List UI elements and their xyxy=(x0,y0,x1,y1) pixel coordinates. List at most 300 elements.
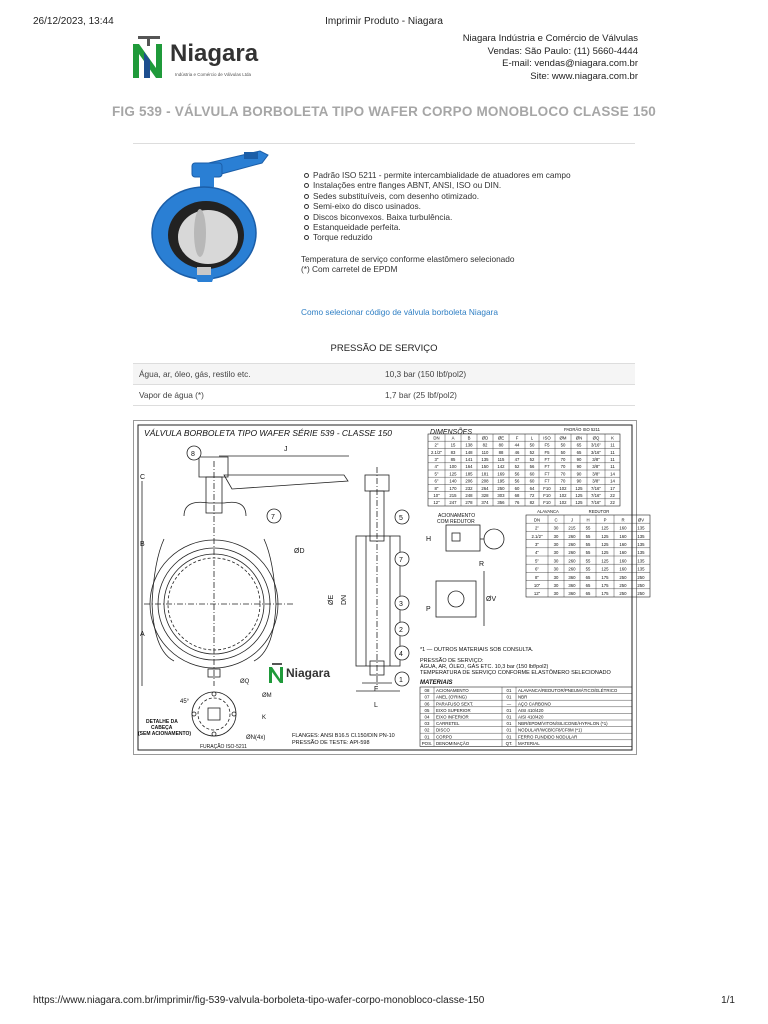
logo-wordmark: Niagara xyxy=(170,40,259,67)
svg-text:*1 — OUTROS MATERIAIS SOB CONS: *1 — OUTROS MATERIAIS SOB CONSULTA. xyxy=(420,647,534,653)
table-cell: F10 xyxy=(543,493,551,498)
table-cell: 181 xyxy=(481,471,489,477)
svg-text:8: 8 xyxy=(191,451,195,458)
print-datetime: 26/12/2023, 13:44 xyxy=(33,16,114,27)
table-cell: 142 xyxy=(497,464,505,470)
table-cell: 03 xyxy=(424,721,430,727)
svg-text:PRESSÃO DE SERVIÇO:: PRESSÃO DE SERVIÇO: xyxy=(420,658,484,664)
table-cell: F5 xyxy=(544,449,550,455)
feature-item: Torque reduzido xyxy=(313,232,571,242)
table-cell: 125 xyxy=(575,493,583,498)
table-cell: 82 xyxy=(529,500,535,506)
table-cell: 164 xyxy=(465,464,473,470)
table-cell: 05 xyxy=(424,707,430,713)
svg-text:L: L xyxy=(374,702,378,709)
table-cell: 08 xyxy=(424,688,430,694)
feature-item: Padrão ISO 5211 - permite intercambialidade de atuadores em campo xyxy=(313,170,571,180)
table-cell: 303 xyxy=(497,493,505,498)
svg-text:ØN(4x): ØN(4x) xyxy=(246,735,266,741)
table-cell: 260 xyxy=(568,533,576,539)
table-header: ISO xyxy=(543,435,551,441)
table-cell: 175 xyxy=(601,591,609,597)
table-header: ØQ xyxy=(592,435,600,441)
svg-text:5: 5 xyxy=(399,515,403,522)
table-cell: 125 xyxy=(601,525,609,531)
table-cell: 55 xyxy=(585,525,591,531)
table-cell: 125 xyxy=(601,566,609,572)
pressure-value: 10,3 bar (150 lbf/pol2) xyxy=(379,364,635,385)
table-cell: EIXO SUPERIOR xyxy=(436,707,471,713)
table-cell: 185 xyxy=(465,471,473,477)
table-cell: CORPO xyxy=(436,734,453,740)
table-cell: 3" xyxy=(535,542,539,547)
table-cell: ANEL (O'RING) xyxy=(436,694,467,700)
table-cell: F7 xyxy=(544,464,550,470)
table-cell: 250 xyxy=(619,591,627,597)
table-cell: 160 xyxy=(619,542,627,547)
table-cell: 90 xyxy=(576,457,582,462)
table-cell: 50 xyxy=(529,442,535,448)
svg-text:MATERIAIS: MATERIAIS xyxy=(420,680,453,686)
table-cell: 102 xyxy=(559,485,567,491)
table-cell: 17 xyxy=(610,485,615,491)
pressure-fluid: Vapor de água (*) xyxy=(133,385,379,406)
table-cell: 60 xyxy=(514,485,520,491)
svg-text:Niagara: Niagara xyxy=(286,666,331,680)
table-cell: 160 xyxy=(619,566,627,572)
table-cell: ALAVANCA/REDUTOR/PNEUMÁTICO/ELÉTRICO xyxy=(518,688,618,694)
table-cell: 72 xyxy=(529,493,535,498)
table-cell: 260 xyxy=(568,550,576,556)
table-cell: 80 xyxy=(498,442,504,448)
table-cell: 46 xyxy=(514,449,520,455)
table-cell: 115 xyxy=(497,457,505,462)
table-header: L xyxy=(530,435,534,441)
svg-text:R: R xyxy=(479,561,485,568)
table-cell: 90 xyxy=(576,464,582,470)
company-sales: Vendas: São Paulo: (11) 5660-4444 xyxy=(487,45,638,57)
table-cell: 278 xyxy=(465,500,473,506)
iso-label: PADRÃO ISO 5211 xyxy=(564,427,600,432)
table-cell: 55 xyxy=(585,566,591,572)
svg-text:B: B xyxy=(140,541,145,548)
table-cell: 22 xyxy=(610,500,615,506)
svg-text:DETALHE DA: DETALHE DA xyxy=(146,719,178,725)
table-cell: F7 xyxy=(544,478,550,484)
table-cell: 102 xyxy=(559,493,567,498)
table-cell: NBR/EPDM/VITON/SILICONE/HYPALON (*1) xyxy=(518,721,608,727)
table-cell: 12" xyxy=(433,500,440,506)
table-cell: 50 xyxy=(560,449,566,455)
table-cell: 52 xyxy=(529,449,535,455)
temperature-note: Temperatura de serviço conforme elastômero selecionado xyxy=(301,254,515,264)
niagara-logo[interactable] xyxy=(130,34,270,82)
svg-text:P: P xyxy=(426,606,431,613)
table-cell: CARRETEL xyxy=(436,721,460,727)
table-cell: 55 xyxy=(585,533,591,539)
table-cell: 3/16" xyxy=(591,449,601,455)
table-cell: 248 xyxy=(465,493,473,498)
table-cell: 125 xyxy=(601,542,609,547)
table-cell: 140 xyxy=(449,478,457,484)
reducer-view xyxy=(436,525,504,626)
table-cell: 328 xyxy=(481,493,489,498)
svg-text:F: F xyxy=(374,686,379,693)
table-cell: 160 xyxy=(619,533,627,539)
table-cell: 125 xyxy=(601,550,609,556)
table-header: POS. xyxy=(421,740,433,746)
front-view xyxy=(142,456,349,686)
table-cell: 02 xyxy=(424,727,430,733)
svg-text:A: A xyxy=(140,631,145,638)
table-cell: 47 xyxy=(514,457,520,462)
table-header: DN xyxy=(533,517,541,523)
page-url: https://www.niagara.com.br/imprimir/fig-539-valvula-borboleta-tipo-wafer-corpo-monobloco-classe-150 xyxy=(33,995,485,1006)
table-header: ØN xyxy=(575,435,583,441)
svg-text:ØV: ØV xyxy=(486,596,497,603)
table-cell: 3" xyxy=(434,457,439,462)
table-cell: 14 xyxy=(610,478,615,484)
table-cell: PARAFUSO SEXT. xyxy=(436,701,474,707)
actuation-table xyxy=(526,509,650,597)
table-cell: 5" xyxy=(535,558,539,564)
table-cell: 01 xyxy=(506,688,512,694)
table-header: ØV xyxy=(637,517,645,523)
table-cell: 14 xyxy=(610,471,615,477)
table-cell: 135 xyxy=(637,533,645,539)
table-cell: 360 xyxy=(568,583,576,588)
svg-text:7: 7 xyxy=(271,514,275,521)
logo-tagline: Indústria e Comércio de Válvulas Ltda xyxy=(175,72,252,77)
table-cell: 175 xyxy=(601,583,609,588)
table-header: C xyxy=(554,517,558,523)
table-cell: 250 xyxy=(619,583,627,588)
table-cell: 30 xyxy=(553,525,559,531)
table-cell: 70 xyxy=(560,471,566,477)
svg-text:1: 1 xyxy=(399,677,403,684)
table-cell: 64 xyxy=(529,485,535,491)
svg-text:2: 2 xyxy=(399,627,403,634)
table-cell: 30 xyxy=(553,583,559,588)
table-cell: 07 xyxy=(424,694,430,700)
feature-list xyxy=(301,170,571,243)
table-cell: 125 xyxy=(575,485,583,491)
svg-text:4: 4 xyxy=(399,651,403,658)
table-cell: 135 xyxy=(637,566,645,572)
lever-group-label: ALAVANCA xyxy=(537,509,559,514)
table-cell: F10 xyxy=(543,485,551,491)
pressure-table xyxy=(133,363,635,406)
svg-text:ACIONAMENTO: ACIONAMENTO xyxy=(438,513,476,519)
table-cell: 11 xyxy=(610,464,615,470)
table-cell: 44 xyxy=(514,442,520,448)
svg-text:45°: 45° xyxy=(180,699,190,705)
table-cell: 60 xyxy=(529,478,535,484)
table-cell: 135 xyxy=(637,558,645,564)
table-cell: 01 xyxy=(506,721,512,727)
table-cell: 148 xyxy=(465,449,473,455)
table-cell: 30 xyxy=(553,566,559,572)
table-cell: 215 xyxy=(449,493,457,498)
table-cell: 11 xyxy=(610,449,615,455)
table-header: F xyxy=(515,435,519,441)
table-cell: 01 xyxy=(506,714,512,720)
table-header: DENOMINAÇÃO xyxy=(436,740,470,746)
table-header: P xyxy=(603,517,607,523)
table-header: B xyxy=(467,435,471,441)
table-cell: 195 xyxy=(497,478,505,484)
table-cell: 01 xyxy=(506,734,512,740)
table-cell: 160 xyxy=(619,550,627,556)
table-cell: 135 xyxy=(481,457,489,462)
table-cell: 135 xyxy=(637,550,645,556)
table-cell: 01 xyxy=(506,694,512,700)
table-cell: 2.1/2" xyxy=(430,449,443,455)
epdm-note: (*) Com carretel de EPDM xyxy=(301,264,398,275)
table-cell: 3/8" xyxy=(592,471,600,477)
reducer-group-label: REDUTOR xyxy=(588,509,610,514)
svg-text:DN: DN xyxy=(341,594,348,605)
table-cell: 15 xyxy=(450,442,456,448)
table-cell: 260 xyxy=(568,542,576,547)
table-cell: 65 xyxy=(576,442,582,448)
table-cell: — xyxy=(506,701,512,707)
company-name: Niagara Indústria e Comércio de Válvulas xyxy=(462,33,638,44)
table-cell: 250 xyxy=(637,583,645,588)
drawing-title: VÁLVULA BORBOLETA TIPO WAFER SÉRIE 539 - CLASSE 150 xyxy=(144,428,393,438)
table-header: H xyxy=(586,517,590,523)
table-cell: 65 xyxy=(585,583,591,588)
technical-drawing-svg xyxy=(134,421,645,754)
table-cell: 12" xyxy=(533,591,541,597)
table-header: ØE xyxy=(497,435,505,441)
dimensions-table xyxy=(428,427,620,506)
product-notes xyxy=(301,254,515,275)
svg-text:TEMPERATURA DE SERVIÇO CONFORM: TEMPERATURA DE SERVIÇO CONFORME ELASTÔMERO SELECIONADO xyxy=(420,670,611,676)
table-cell: 250 xyxy=(619,574,627,580)
table-cell: 100 xyxy=(449,464,457,470)
table-cell: 169 xyxy=(497,471,505,477)
table-cell: 3/8" xyxy=(592,478,600,484)
table-cell: 55 xyxy=(585,558,591,564)
table-cell: 30 xyxy=(553,558,559,564)
table-cell: EIXO INFERIOR xyxy=(436,714,469,720)
table-cell: NODULAR/WCB/CF8/CF8M (*1) xyxy=(518,727,582,733)
table-cell: 3/16" xyxy=(591,442,601,448)
svg-text:COM REDUTOR: COM REDUTOR xyxy=(437,519,475,525)
table-cell: 56 xyxy=(514,478,520,484)
table-cell: 10" xyxy=(533,583,541,588)
table-header: J xyxy=(570,517,574,523)
table-cell: F5 xyxy=(544,442,550,448)
table-cell: 250 xyxy=(637,591,645,597)
table-cell: 208 xyxy=(481,478,489,484)
table-cell: 141 xyxy=(465,457,473,462)
table-cell: 90 xyxy=(576,478,582,484)
table-cell: 30 xyxy=(553,574,559,580)
technical-drawing xyxy=(133,420,645,755)
code-selection-link[interactable]: Como selecionar código de válvula borboleta Niagara xyxy=(301,307,498,317)
table-cell: 56 xyxy=(529,464,535,470)
table-cell: 150 xyxy=(481,464,489,470)
table-cell: 175 xyxy=(601,574,609,580)
table-cell: DISCO xyxy=(436,727,450,733)
table-cell: 215 xyxy=(568,525,576,531)
table-cell: AÇO CARBONO xyxy=(518,701,551,707)
table-cell: 30 xyxy=(553,533,559,539)
valve-product-image xyxy=(140,147,275,282)
table-cell: 260 xyxy=(568,566,576,572)
table-cell: 356 xyxy=(497,500,505,506)
table-cell: F7 xyxy=(544,457,550,462)
company-site: Site: www.niagara.com.br xyxy=(530,70,638,82)
table-cell: 10" xyxy=(433,493,440,498)
table-cell: 110 xyxy=(481,449,489,455)
svg-text:DIMENSÕES: DIMENSÕES xyxy=(430,429,473,436)
table-cell: 65 xyxy=(585,591,591,597)
table-cell: 65 xyxy=(576,449,582,455)
table-cell: 30 xyxy=(553,542,559,547)
feature-item: Semi-eixo do disco usinados. xyxy=(313,201,571,211)
table-cell: 2.1/2" xyxy=(531,533,543,539)
table-cell: 160 xyxy=(619,525,627,531)
table-cell: 135 xyxy=(637,542,645,547)
svg-text:FURAÇÃO ISO-5211: FURAÇÃO ISO-5211 xyxy=(200,744,247,750)
table-cell: 90 xyxy=(576,471,582,477)
svg-text:FLANGES: ANSI B16.5 Cl.150/DIN: FLANGES: ANSI B16.5 Cl.150/DIN PN-10 xyxy=(292,733,395,739)
table-header: A xyxy=(451,435,455,441)
table-header: R xyxy=(621,517,625,523)
table-cell: 01 xyxy=(424,734,430,740)
table-cell: 3/8" xyxy=(592,464,600,470)
feature-item: Instalações entre flanges ABNT, ANSI, ISO ou DIN. xyxy=(313,180,571,190)
company-info xyxy=(463,33,638,83)
table-cell: 6" xyxy=(434,478,439,484)
table-cell: 8" xyxy=(434,485,439,491)
table-cell: AISI 410/420 xyxy=(518,707,544,713)
svg-text:ØE: ØE xyxy=(328,594,335,605)
side-view xyxy=(356,467,400,691)
table-cell: 247 xyxy=(449,500,457,506)
pressure-fluid: Água, ar, óleo, gás, restilo etc. xyxy=(133,364,379,385)
table-cell: 65 xyxy=(585,574,591,580)
table-cell: 04 xyxy=(424,714,430,720)
table-cell: 138 xyxy=(465,442,473,448)
table-cell: 7/16" xyxy=(591,500,601,506)
table-cell: 170 xyxy=(449,485,457,491)
table-cell: 2" xyxy=(434,442,439,448)
table-cell: 125 xyxy=(601,533,609,539)
table-cell: 4" xyxy=(535,550,539,556)
table-cell: 8" xyxy=(535,574,539,580)
materials-table xyxy=(420,687,632,746)
page-number: 1/1 xyxy=(721,995,735,1006)
pressure-heading: PRESSÃO DE SERVIÇO xyxy=(330,343,438,354)
drawing-logo-icon xyxy=(269,663,330,683)
table-cell: 52 xyxy=(514,464,520,470)
table-header: QT. xyxy=(505,740,513,746)
table-cell: 70 xyxy=(560,464,566,470)
table-cell: 82 xyxy=(482,442,488,448)
pressure-value: 1,7 bar (25 lbf/pol2) xyxy=(379,385,635,406)
table-cell: 250 xyxy=(637,574,645,580)
table-cell: 01 xyxy=(506,727,512,733)
table-cell: 206 xyxy=(465,478,473,484)
detail-head xyxy=(192,692,236,736)
table-cell: 374 xyxy=(481,500,489,506)
table-cell: 260 xyxy=(568,558,576,564)
table-header: MATERIAL xyxy=(518,740,540,746)
table-cell: 52 xyxy=(529,457,535,462)
table-row xyxy=(133,385,635,406)
table-cell: 125 xyxy=(449,471,457,477)
table-cell: 250 xyxy=(497,485,505,491)
product-title: FIG 539 - VÁLVULA BORBOLETA TIPO WAFER CORPO MONOBLOCO CLASSE 150 xyxy=(111,104,657,119)
table-cell: 5" xyxy=(434,471,439,477)
table-cell: 2" xyxy=(535,525,539,531)
table-cell: 30 xyxy=(553,591,559,597)
table-cell: 70 xyxy=(560,457,566,462)
table-cell: 50 xyxy=(560,442,566,448)
table-header: ØD xyxy=(481,435,489,441)
table-cell: 4" xyxy=(434,464,439,470)
table-cell: FERRO FUNDIDO NODULAR xyxy=(518,734,578,740)
table-cell: 232 xyxy=(465,485,473,491)
table-header: DN xyxy=(433,435,440,441)
table-cell: 85 xyxy=(450,457,456,462)
feature-item: Sedes substituíveis, com desenho otimizado. xyxy=(313,191,571,201)
table-cell: 76 xyxy=(514,500,520,506)
table-cell: 68 xyxy=(514,493,520,498)
table-cell: 135 xyxy=(637,525,645,531)
table-row xyxy=(133,364,635,385)
feature-item: Discos biconvexos. Baixa turbulência. xyxy=(313,212,571,222)
table-cell: 360 xyxy=(568,591,576,597)
table-cell: NBR xyxy=(518,694,528,700)
table-header: ØM xyxy=(559,435,567,441)
table-cell: 125 xyxy=(601,558,609,564)
svg-text:ØD: ØD xyxy=(294,548,305,555)
svg-text:CABEÇA: CABEÇA xyxy=(151,725,173,731)
table-cell: 88 xyxy=(498,449,504,455)
table-cell: 102 xyxy=(559,500,567,506)
table-cell: 22 xyxy=(610,493,615,498)
table-cell: 6" xyxy=(535,566,539,572)
table-cell: 60 xyxy=(529,471,535,477)
svg-text:7: 7 xyxy=(399,557,403,564)
table-cell: 7/16" xyxy=(591,485,601,491)
print-doc-title: Imprimir Produto - Niagara xyxy=(325,16,443,27)
feature-item: Estanqueidade perfeita. xyxy=(313,222,571,232)
svg-text:K: K xyxy=(262,715,267,721)
table-cell: F10 xyxy=(543,500,551,506)
svg-text:J: J xyxy=(284,446,288,453)
table-cell: AISI 410/420 xyxy=(518,714,544,720)
table-cell: 83 xyxy=(450,449,456,455)
table-cell: 125 xyxy=(575,500,583,506)
table-cell: 11 xyxy=(610,457,615,462)
table-cell: 30 xyxy=(553,550,559,556)
table-cell: 3/8" xyxy=(592,457,600,462)
svg-text:C: C xyxy=(140,474,146,481)
table-cell: 7/16" xyxy=(591,493,601,498)
table-header: K xyxy=(611,435,614,441)
svg-text:H: H xyxy=(426,536,432,543)
table-cell: ACIONAMENTO xyxy=(436,688,469,694)
svg-text:3: 3 xyxy=(399,601,403,608)
table-cell: 55 xyxy=(585,550,591,556)
table-cell: 56 xyxy=(514,471,520,477)
